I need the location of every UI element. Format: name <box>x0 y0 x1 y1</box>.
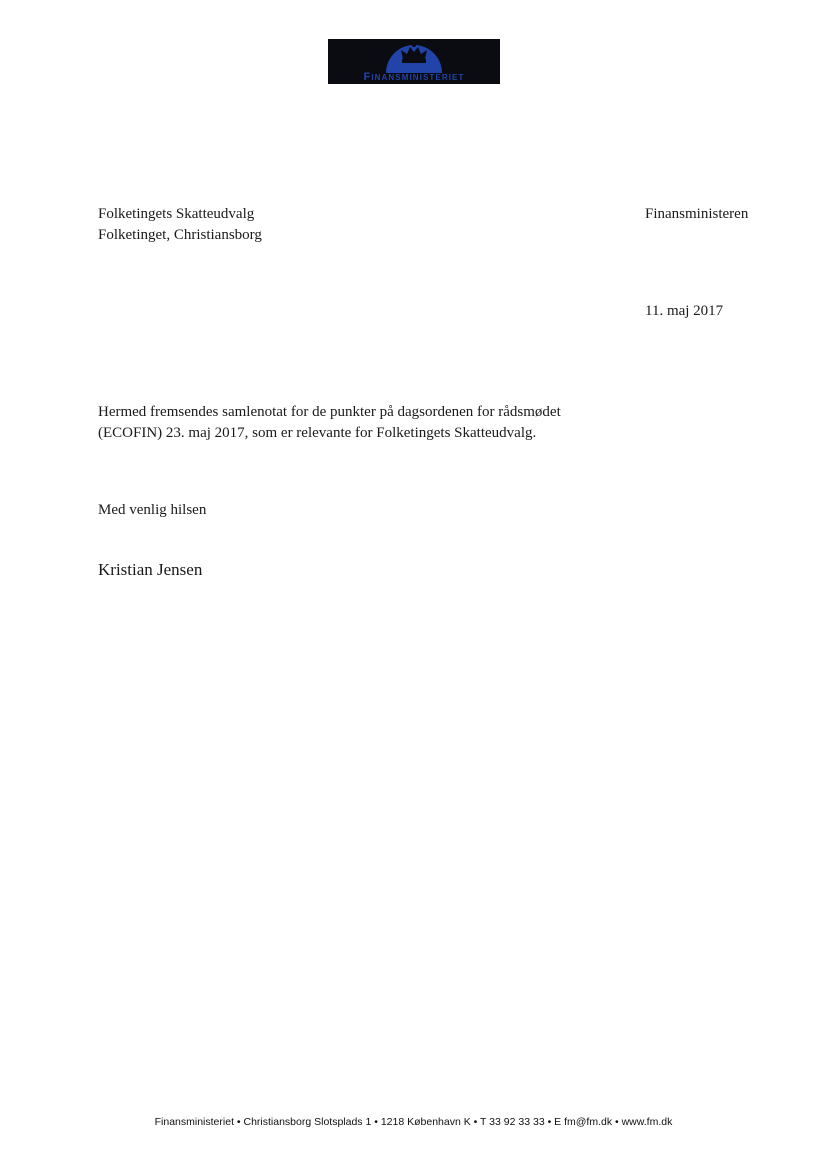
signature-name: Kristian Jensen <box>98 560 203 579</box>
ministry-logo <box>328 39 500 84</box>
recipient-address <box>98 204 262 246</box>
closing-salutation: Med venlig hilsen <box>98 502 207 518</box>
letter-date: 11. maj 2017 <box>645 303 724 319</box>
recipient-line-1: Folketingets Skatteudvalg <box>98 206 255 222</box>
recipient-line-2: Folketinget, Christiansborg <box>98 227 262 243</box>
sender: Finansministeren <box>645 206 749 222</box>
body-line-1: Hermed fremsendes samlenotat for de punkter på dagsordenen for rådsmødet <box>98 404 561 420</box>
crown-icon <box>328 39 500 73</box>
footer-contact: Finansministeriet • Christiansborg Slotsplads 1 • 1218 København K • T 33 92 33 33 • E fm@fm.dk • www.fm.dk <box>154 1116 673 1128</box>
body-line-2: (ECOFIN) 23. maj 2017, som er relevante for Folketingets Skatteudvalg. <box>98 425 537 441</box>
letter-body <box>98 402 561 444</box>
logo-text: Finansministeriet <box>363 71 465 83</box>
